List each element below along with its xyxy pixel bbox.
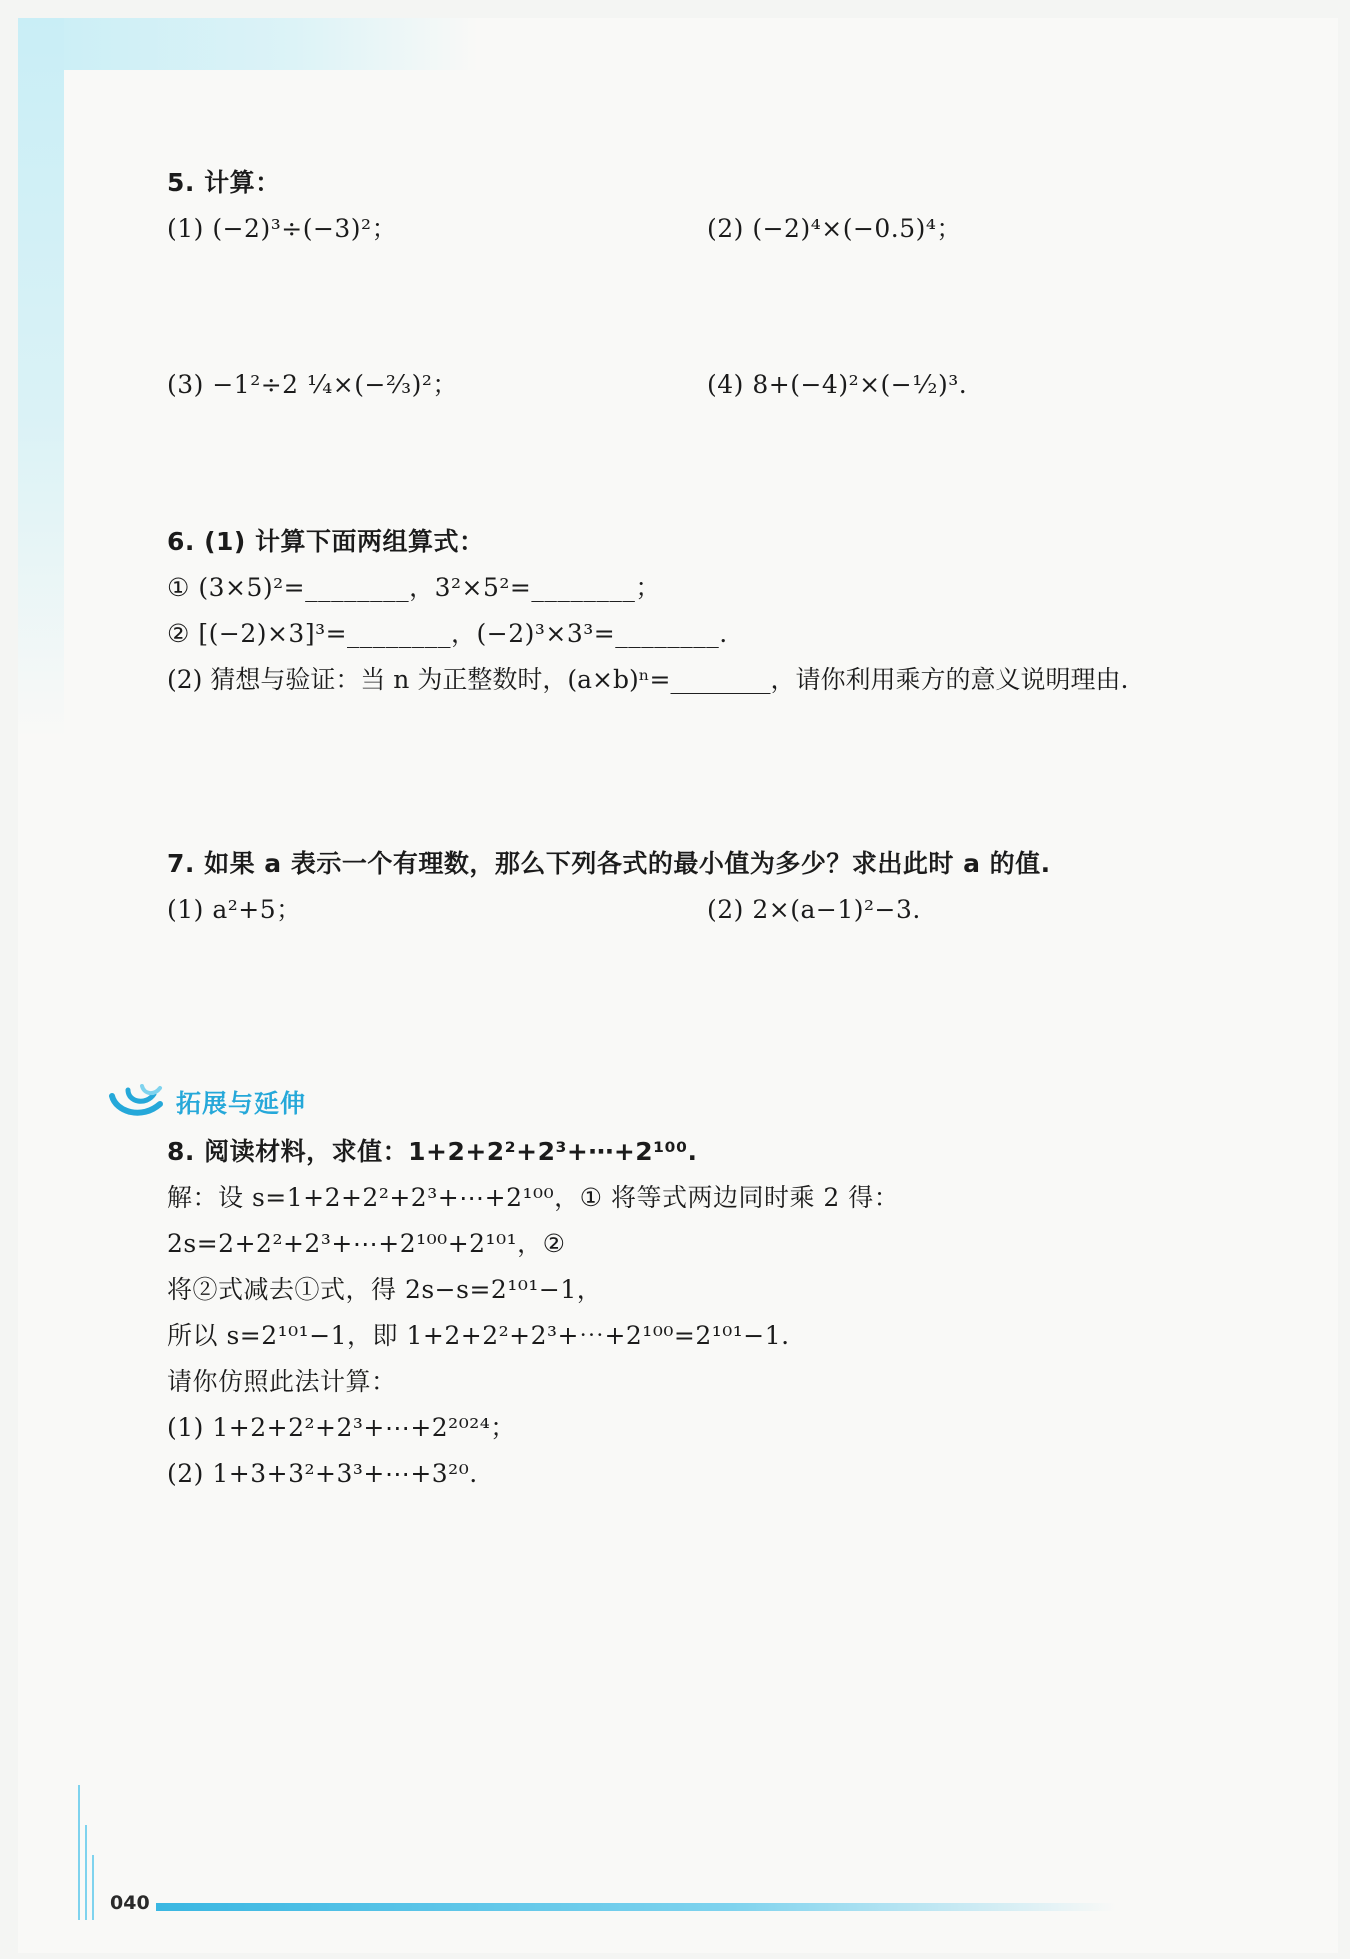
q5-part-1: (1) (−2)³÷(−3)²； [167, 214, 398, 243]
q8-line-5: 请你仿照此法计算： [167, 1367, 397, 1396]
q7-part-1: (1) a²+5； [167, 895, 302, 924]
q8-line-7: (2) 1+3+3²+3³+⋯+3²⁰. [167, 1459, 478, 1488]
q5-part-3: (3) −1²÷2 ¹⁄₄×(−²⁄₃)²； [167, 370, 458, 399]
q6-line-2: ② [(−2)×3]³=________，(−2)³×3³=________. [167, 619, 728, 648]
wave-swoosh-icon [108, 1082, 170, 1122]
footer-bars-decoration [76, 1785, 102, 1920]
q5-part-2: (2) (−2)⁴×(−0.5)⁴； [707, 214, 962, 243]
q8-line-3: 将②式减去①式，得 2s−s=2¹⁰¹−1， [167, 1275, 603, 1304]
section-title: 拓展与延伸 [176, 1089, 307, 1118]
q8-line-6: (1) 1+2+2²+2³+⋯+2²⁰²⁴； [167, 1413, 516, 1442]
q7-header: 7. 如果 a 表示一个有理数，那么下列各式的最小值为多少？求出此时 a 的值. [167, 849, 1051, 878]
q8-header: 8. 阅读材料，求值：1+2+2²+2³+⋯+2¹⁰⁰. [167, 1137, 698, 1166]
q8-line-4: 所以 s=2¹⁰¹−1，即 1+2+2²+2³+⋯+2¹⁰⁰=2¹⁰¹−1. [167, 1321, 790, 1350]
section-header [108, 1080, 306, 1124]
footer-rule [156, 1903, 1116, 1911]
q7-part-2: (2) 2×(a−1)²−3. [707, 895, 921, 924]
q5-part-4: (4) 8+(−4)²×(−¹⁄₂)³. [707, 370, 968, 399]
q5-header: 5. 计算： [167, 168, 281, 197]
q6-line-1: ① (3×5)²=________，3²×5²=________； [167, 573, 661, 602]
page-number: 040 [110, 1892, 150, 1914]
q8-line-1: 解：设 s=1+2+2²+2³+⋯+2¹⁰⁰，① 将等式两边同时乘 2 得： [167, 1183, 900, 1212]
q8-line-2: 2s=2+2²+2³+⋯+2¹⁰⁰+2¹⁰¹，② [167, 1229, 566, 1258]
q6-header: 6. (1) 计算下面两组算式： [167, 527, 485, 556]
q6-line-3: (2) 猜想与验证：当 n 为正整数时，(a×b)ⁿ=________，请你利用乘方的意义说明理由. [167, 665, 1129, 694]
